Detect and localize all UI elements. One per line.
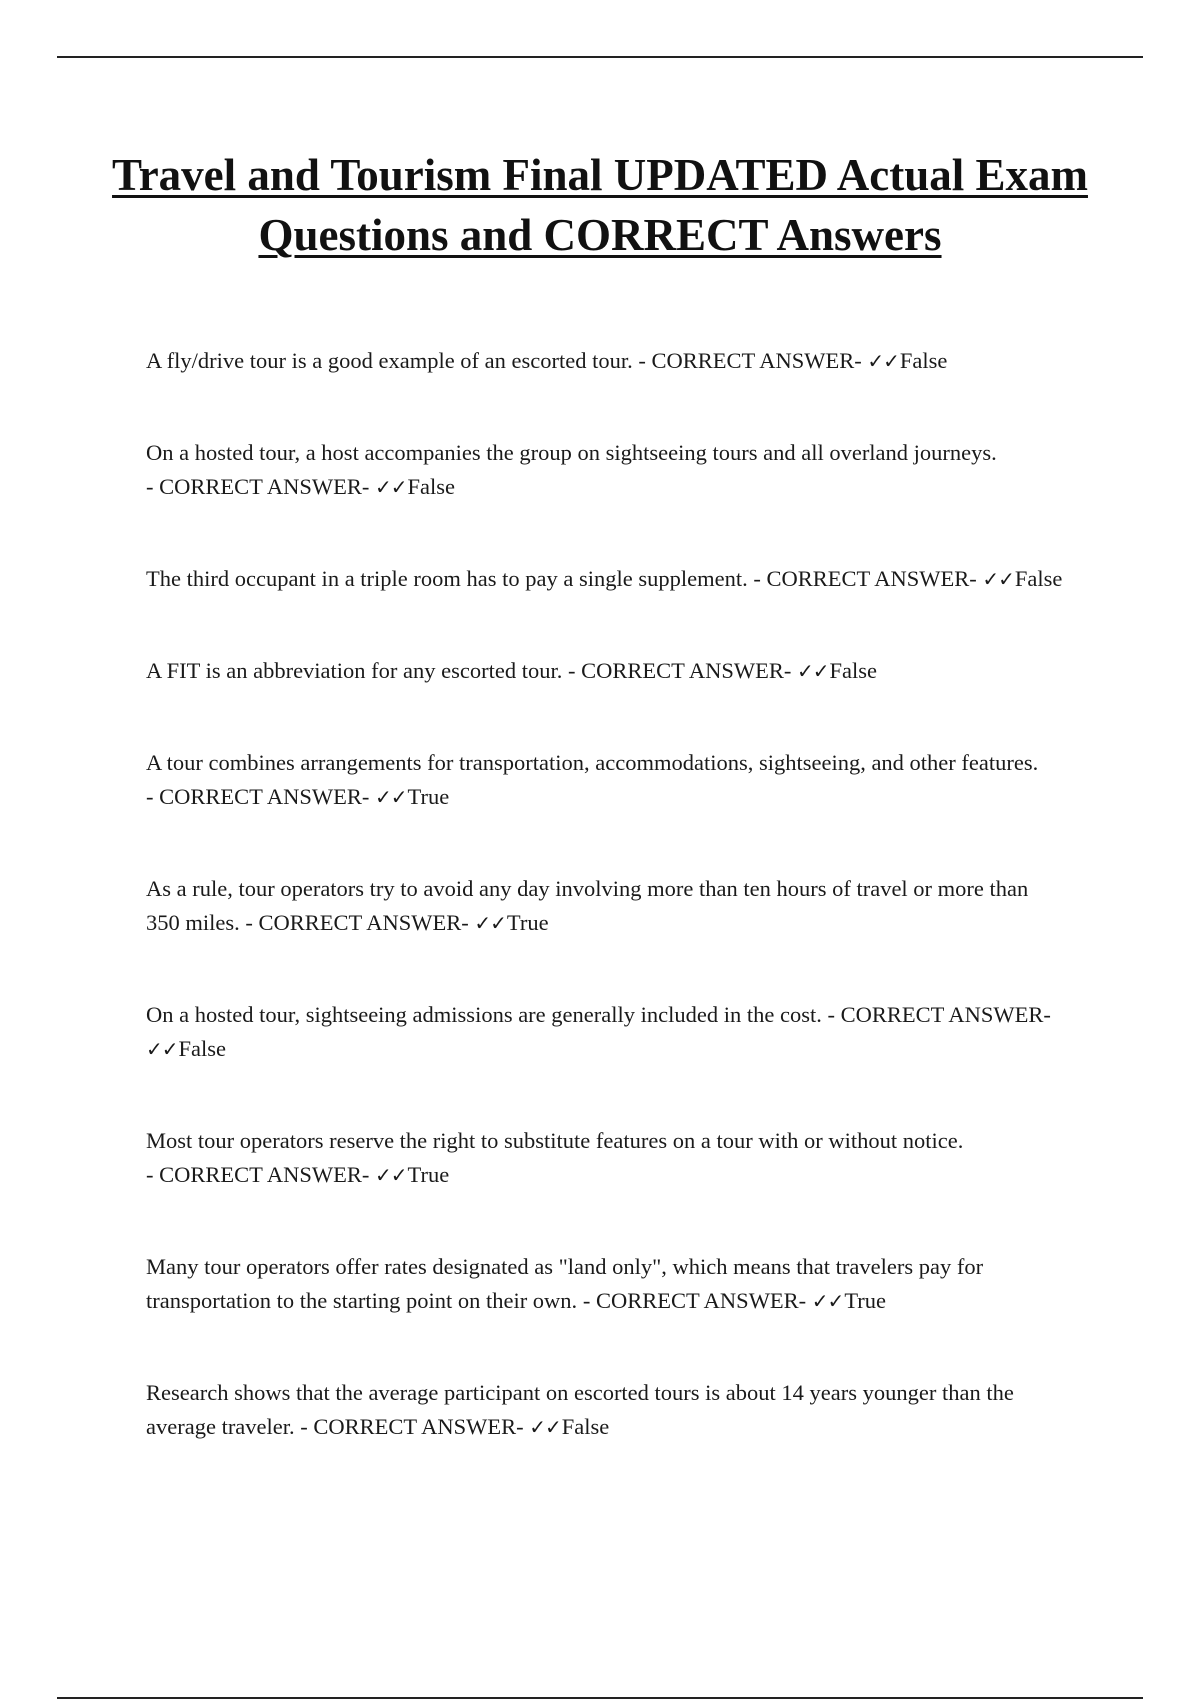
answer-label: CORRECT ANSWER- [159, 1162, 370, 1187]
answer-separator: - [568, 658, 582, 683]
double-check-icon: ✓✓ [529, 1415, 561, 1439]
double-check-icon: ✓✓ [796, 659, 829, 683]
qa-item [146, 654, 1066, 688]
question-text: A tour combines arrangements for transportation, accommodations, sightseeing, and other features. [146, 750, 1039, 775]
question-text: On a hosted tour, a host accompanies the group on sightseeing tours and all overland journeys. [146, 440, 997, 465]
double-check-icon: ✓✓ [146, 1037, 178, 1061]
question-text: On a hosted tour, sightseeing admissions are generally included in the cost. [146, 1002, 822, 1027]
footer-rule [57, 1697, 1143, 1699]
answer-separator: - [245, 910, 259, 935]
answer-label: CORRECT ANSWER- [581, 658, 792, 683]
answer-value: False [1014, 566, 1063, 591]
answer-value: True [844, 1288, 886, 1313]
answer-label: CORRECT ANSWER- [159, 784, 370, 809]
answer-label: CORRECT ANSWER- [840, 1002, 1051, 1027]
answer-label: CORRECT ANSWER- [595, 1288, 807, 1313]
qa-item [146, 344, 1066, 378]
answer-label: CORRECT ANSWER- [651, 348, 862, 373]
double-check-icon: ✓✓ [867, 349, 899, 373]
double-check-icon: ✓✓ [982, 567, 1014, 591]
answer-label: CORRECT ANSWER- [766, 566, 977, 591]
answer-value: False [829, 658, 877, 683]
answer-separator: - [146, 474, 160, 499]
double-check-icon: ✓✓ [374, 785, 407, 809]
answer-separator: - [146, 784, 160, 809]
answer-separator: - [827, 1002, 841, 1027]
question-text: The third occupant in a triple room has to pay a single supplement. [146, 566, 748, 591]
question-text: Most tour operators reserve the right to substitute features on a tour with or without notice. [146, 1128, 964, 1153]
question-text: A fly/drive tour is a good example of an escorted tour. [146, 348, 633, 373]
qa-item [146, 1250, 1066, 1318]
double-check-icon: ✓✓ [374, 1163, 407, 1187]
header-rule [57, 56, 1143, 58]
question-text: As a rule, tour operators try to avoid any day involving more than ten hours of travel or more than 350 miles. [146, 876, 1029, 935]
question-text: Research shows that the average participant on escorted tours is about 14 years younger than the average traveler. [146, 1380, 1014, 1439]
answer-separator: - [300, 1414, 314, 1439]
qa-item [146, 436, 1066, 504]
answer-value: False [178, 1036, 227, 1061]
answer-separator: - [582, 1288, 596, 1313]
qa-item [146, 872, 1066, 940]
qa-item [146, 746, 1066, 814]
qa-item [146, 562, 1066, 596]
answer-value: False [899, 348, 948, 373]
qa-item [146, 1376, 1066, 1444]
qa-item [146, 998, 1066, 1066]
answer-separator: - [146, 1162, 160, 1187]
answer-separator: - [753, 566, 767, 591]
question-text: Many tour operators offer rates designated as "land only", which means that travelers pay for transportation to the starting point on their own. [146, 1254, 984, 1313]
answer-value: True [407, 1162, 450, 1187]
answer-separator: - [638, 348, 652, 373]
answer-value: False [407, 474, 455, 499]
answer-value: False [561, 1414, 610, 1439]
answer-value: True [506, 910, 549, 935]
double-check-icon: ✓✓ [474, 911, 506, 935]
question-text: A FIT is an abbreviation for any escorted tour. [146, 658, 563, 683]
double-check-icon: ✓✓ [374, 475, 407, 499]
double-check-icon: ✓✓ [811, 1289, 844, 1313]
qa-item [146, 1124, 1066, 1192]
answer-label: CORRECT ANSWER- [159, 474, 370, 499]
answer-label: CORRECT ANSWER- [313, 1414, 524, 1439]
answer-value: True [407, 784, 450, 809]
answer-label: CORRECT ANSWER- [258, 910, 469, 935]
document-title: Travel and Tourism Final UPDATED Actual Exam Questions and CORRECT Answers [112, 150, 1088, 260]
qa-list [146, 344, 1066, 1502]
